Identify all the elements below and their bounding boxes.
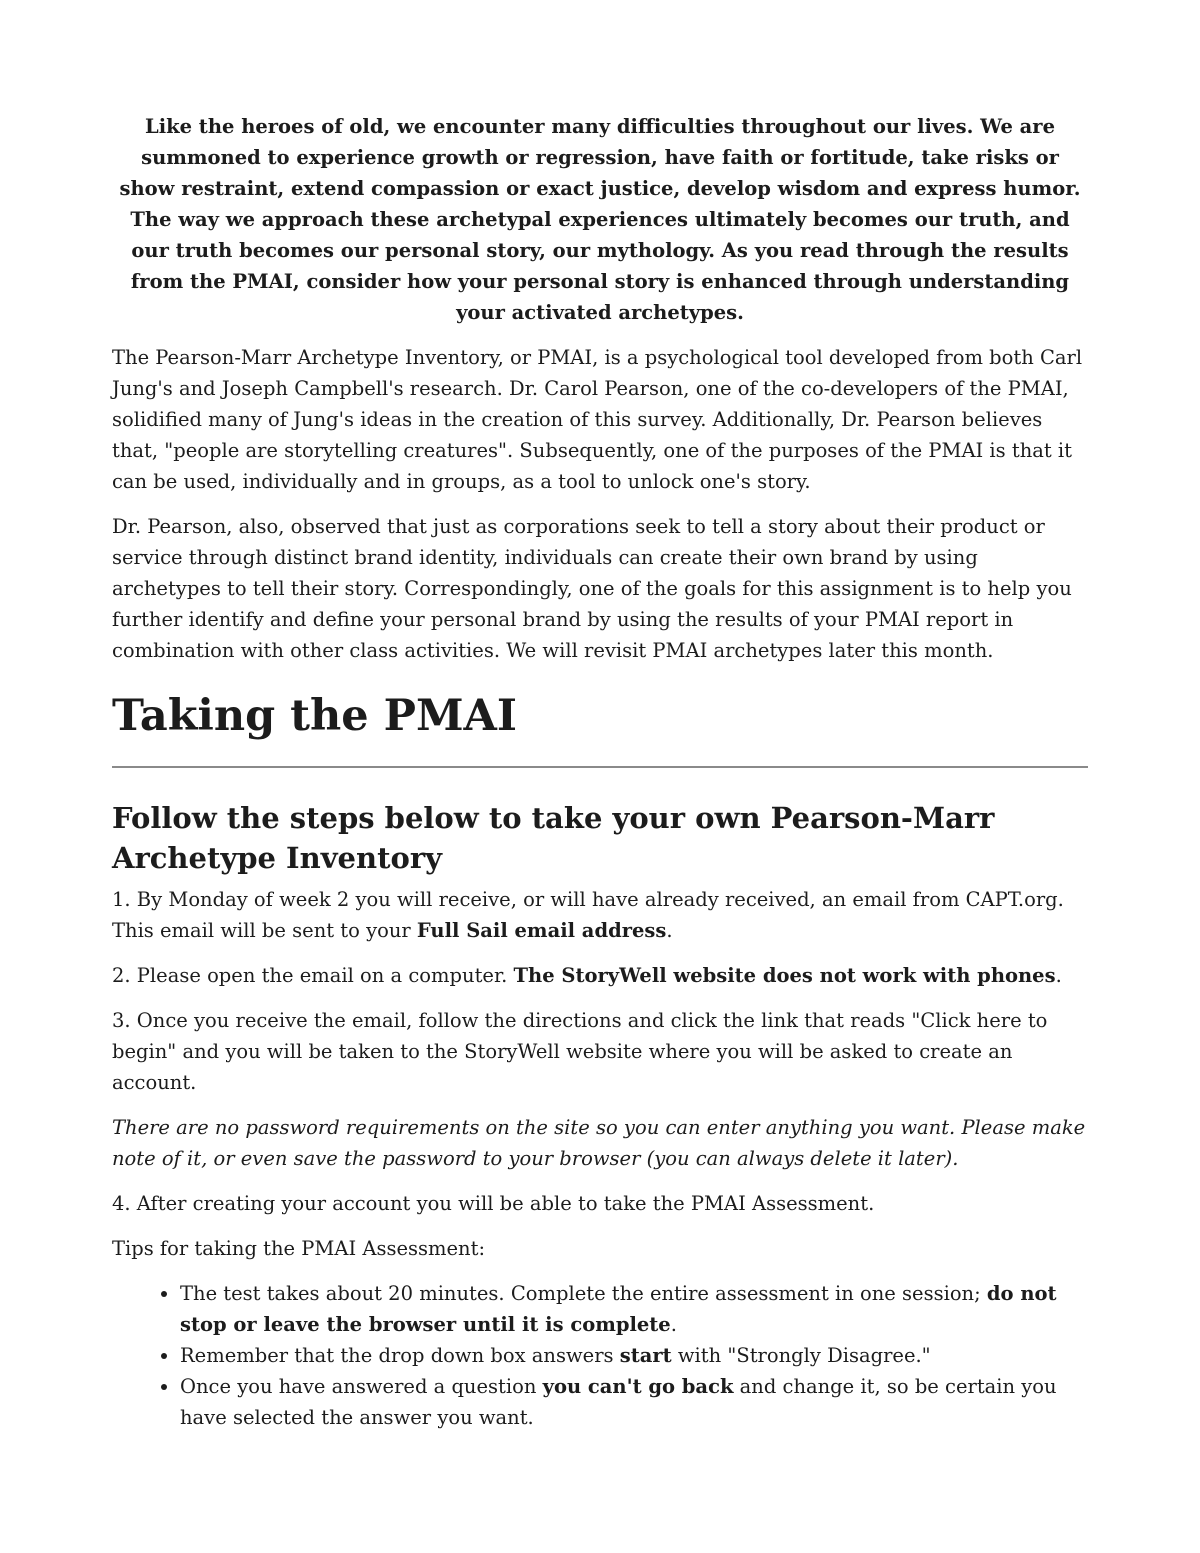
step-2-text: 2. Please open the email on a computer.: [112, 964, 514, 987]
body-paragraph-personal-brand: Dr. Pearson, also, observed that just as corporations seek to tell a story about their product or service through distinct brand identity, individuals can create their own brand by using archetypes to tell their story. Correspondingly, one of the goals for this assignment is to help you further identify and define your personal brand by using the results of your PMAI report in combination with other class activities. We will revisit PMAI archetypes later this month.: [112, 515, 1072, 662]
tip-3-end: and change it, so be certain you have selected the answer you want.: [180, 1375, 1057, 1429]
tip-1-text: The test takes about 20 minutes. Complete the entire assessment in one session;: [180, 1282, 987, 1305]
step-3: 3. Once you receive the email, follow the directions and click the link that reads "Click here to begin" and you will be taken to the StoryWell website where you will be asked to create an account.: [112, 1009, 1048, 1094]
password-note: There are no password requirements on the site so you can enter anything you want. Please make note of it, or even save the password to your browser (you can always delete it later).: [112, 1116, 1086, 1170]
step-1-end: .: [666, 919, 673, 942]
tip-2-end: with "Strongly Disagree.": [671, 1344, 931, 1367]
tips-list: [112, 1278, 1088, 1433]
tips-heading: Tips for taking the PMAI Assessment:: [112, 1237, 486, 1260]
step-1-emphasis: Full Sail email address: [416, 919, 667, 942]
step-2: [112, 960, 1088, 991]
section-heading: Taking the PMAI: [112, 691, 518, 741]
step-2-end: .: [1055, 964, 1062, 987]
step-4: 4. After creating your account you will be able to take the PMAI Assessment.: [112, 1192, 875, 1215]
section-divider: [112, 766, 1088, 768]
tip-item-2: [180, 1340, 1088, 1371]
body-paragraph-pmai-definition: The Pearson-Marr Archetype Inventory, or PMAI, is a psychological tool developed from both Carl Jung's and Joseph Campbell's research. Dr. Carol Pearson, one of the co-developers of the PMAI, solidified many of Jung's ideas in the creation of this survey. Additionally, Dr. Pearson believes that, "people are storytelling creatures". Subsequently, one of the purposes of the PMAI is that it can be used, individually and in groups, as a tool to unlock one's story.: [112, 346, 1083, 493]
tip-2-emphasis: start: [619, 1344, 672, 1367]
sub-heading: Follow the steps below to take your own Pearson-Marr Archetype Inventory: [112, 801, 995, 875]
tip-2-text: Remember that the drop down box answers: [180, 1344, 620, 1367]
step-1: [112, 884, 1088, 946]
tip-1-emphasis: do not stop or leave the browser until it is complete: [180, 1282, 1057, 1336]
step-1-text: 1. By Monday of week 2 you will receive, or will have already received, an email from CAPT.org. This email will be sent to your: [112, 888, 1064, 942]
tip-item-1: [180, 1278, 1088, 1340]
step-2-emphasis: The StoryWell website does not work with phones: [513, 964, 1056, 987]
tip-3-text: Once you have answered a question: [180, 1375, 543, 1398]
tip-1-end: .: [670, 1313, 677, 1336]
tip-item-3: [180, 1371, 1088, 1433]
intro-paragraph: Like the heroes of old, we encounter many difficulties throughout our lives. We are summoned to experience growth or regression, have faith or fortitude, take risks or show restraint, extend compassion or exact justice, develop wisdom and express humor. The way we approach these archetypal experiences ultimately becomes our truth, and our truth becomes our personal story, our mythology. As you read through the results from the PMAI, consider how your personal story is enhanced through understanding your activated archetypes.: [119, 115, 1081, 324]
tip-3-emphasis: you can't go back: [542, 1375, 734, 1398]
